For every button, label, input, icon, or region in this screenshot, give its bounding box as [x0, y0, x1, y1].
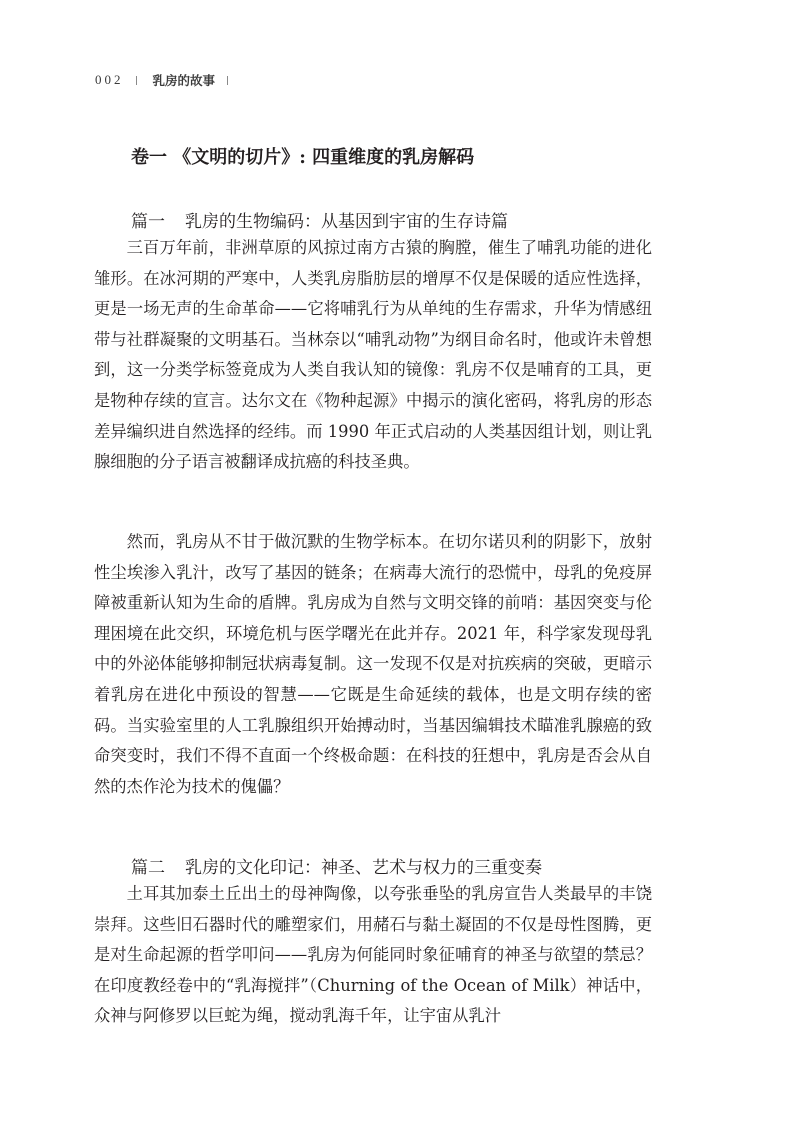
running-header	[95, 70, 228, 90]
section-title-text: 乳房的生物编码：从基因到宇宙的生存诗篇	[185, 212, 508, 232]
volume-title: 卷一 《文明的切片》: 四重维度的乳房解码	[131, 147, 475, 168]
header-divider	[136, 76, 137, 85]
section-label: 篇一	[131, 212, 165, 232]
section-label: 篇二	[131, 858, 165, 878]
paragraph: 然而，乳房从不甘于做沉默的生物学标本。在切尔诺贝利的阴影下，放射性尘埃渗入乳汁，改写了基因的链条；在病毒大流行的恐慌中，母乳的免疫屏障被重新认知为生命的盾牌。乳房成为自然与文明交锋的前哨：基因突变与伦理困境在此交织，环境危机与医学曙光在此并存。2021 年，科学家发现母乳中的外泌体能够抑制冠状病毒复制。这一发现不仅是对抗疾病的突破，更暗示着乳房在进化中预设的智慧——它既是生命延续的载体，也是文明存续的密码。当实验室里的人工乳腺组织开始搏动时，当基因编辑技术瞄准乳腺癌的致命突变时，我们不得不直面一个终极命题：在科技的狂想中，乳房是否会从自然的杰作沦为技术的傀儡？	[94, 532, 652, 796]
paragraph: 土耳其加泰土丘出土的母神陶像，以夸张垂坠的乳房宣告人类最早的丰饶崇拜。这些旧石器时代的雕塑家们，用赭石与黏土凝固的不仅是母性图腾，更是对生命起源的哲学叩问——乳房为何能同时象征哺育的神圣与欲望的禁忌？在印度教经卷中的“乳海搅拌”（Churning of the Ocean of Milk）神话中，众神与阿修罗以巨蛇为绳，搅动乳海千年，让宇宙从乳汁	[94, 884, 652, 1026]
section-heading-1	[131, 207, 508, 232]
section-title-text: 乳房的文化印记：神圣、艺术与权力的三重变奏	[185, 858, 542, 878]
page-number: 002	[95, 72, 124, 87]
paragraph: 三百万年前，非洲草原的风掠过南方古猿的胸膛，催生了哺乳功能的进化雏形。在冰河期的严寒中，人类乳房脂肪层的增厚不仅是保暖的适应性选择，更是一场无声的生命革命——它将哺乳行为从单纯的生存需求，升华为情感纽带与社群凝聚的文明基石。当林奈以“哺乳动物”为纲目命名时，他或许未曾想到，这一分类学标签竟成为人类自我认知的镜像：乳房不仅是哺育的工具，更是物种存续的宣言。达尔文在《物种起源》中揭示的演化密码，将乳房的形态差异编织进自然选择的经纬。而 1990 年正式启动的人类基因组计划，则让乳腺细胞的分子语言被翻译成抗癌的科技圣典。	[94, 238, 652, 472]
section-heading-2	[131, 853, 542, 878]
header-divider	[227, 76, 228, 85]
book-title: 乳房的故事	[152, 73, 216, 88]
